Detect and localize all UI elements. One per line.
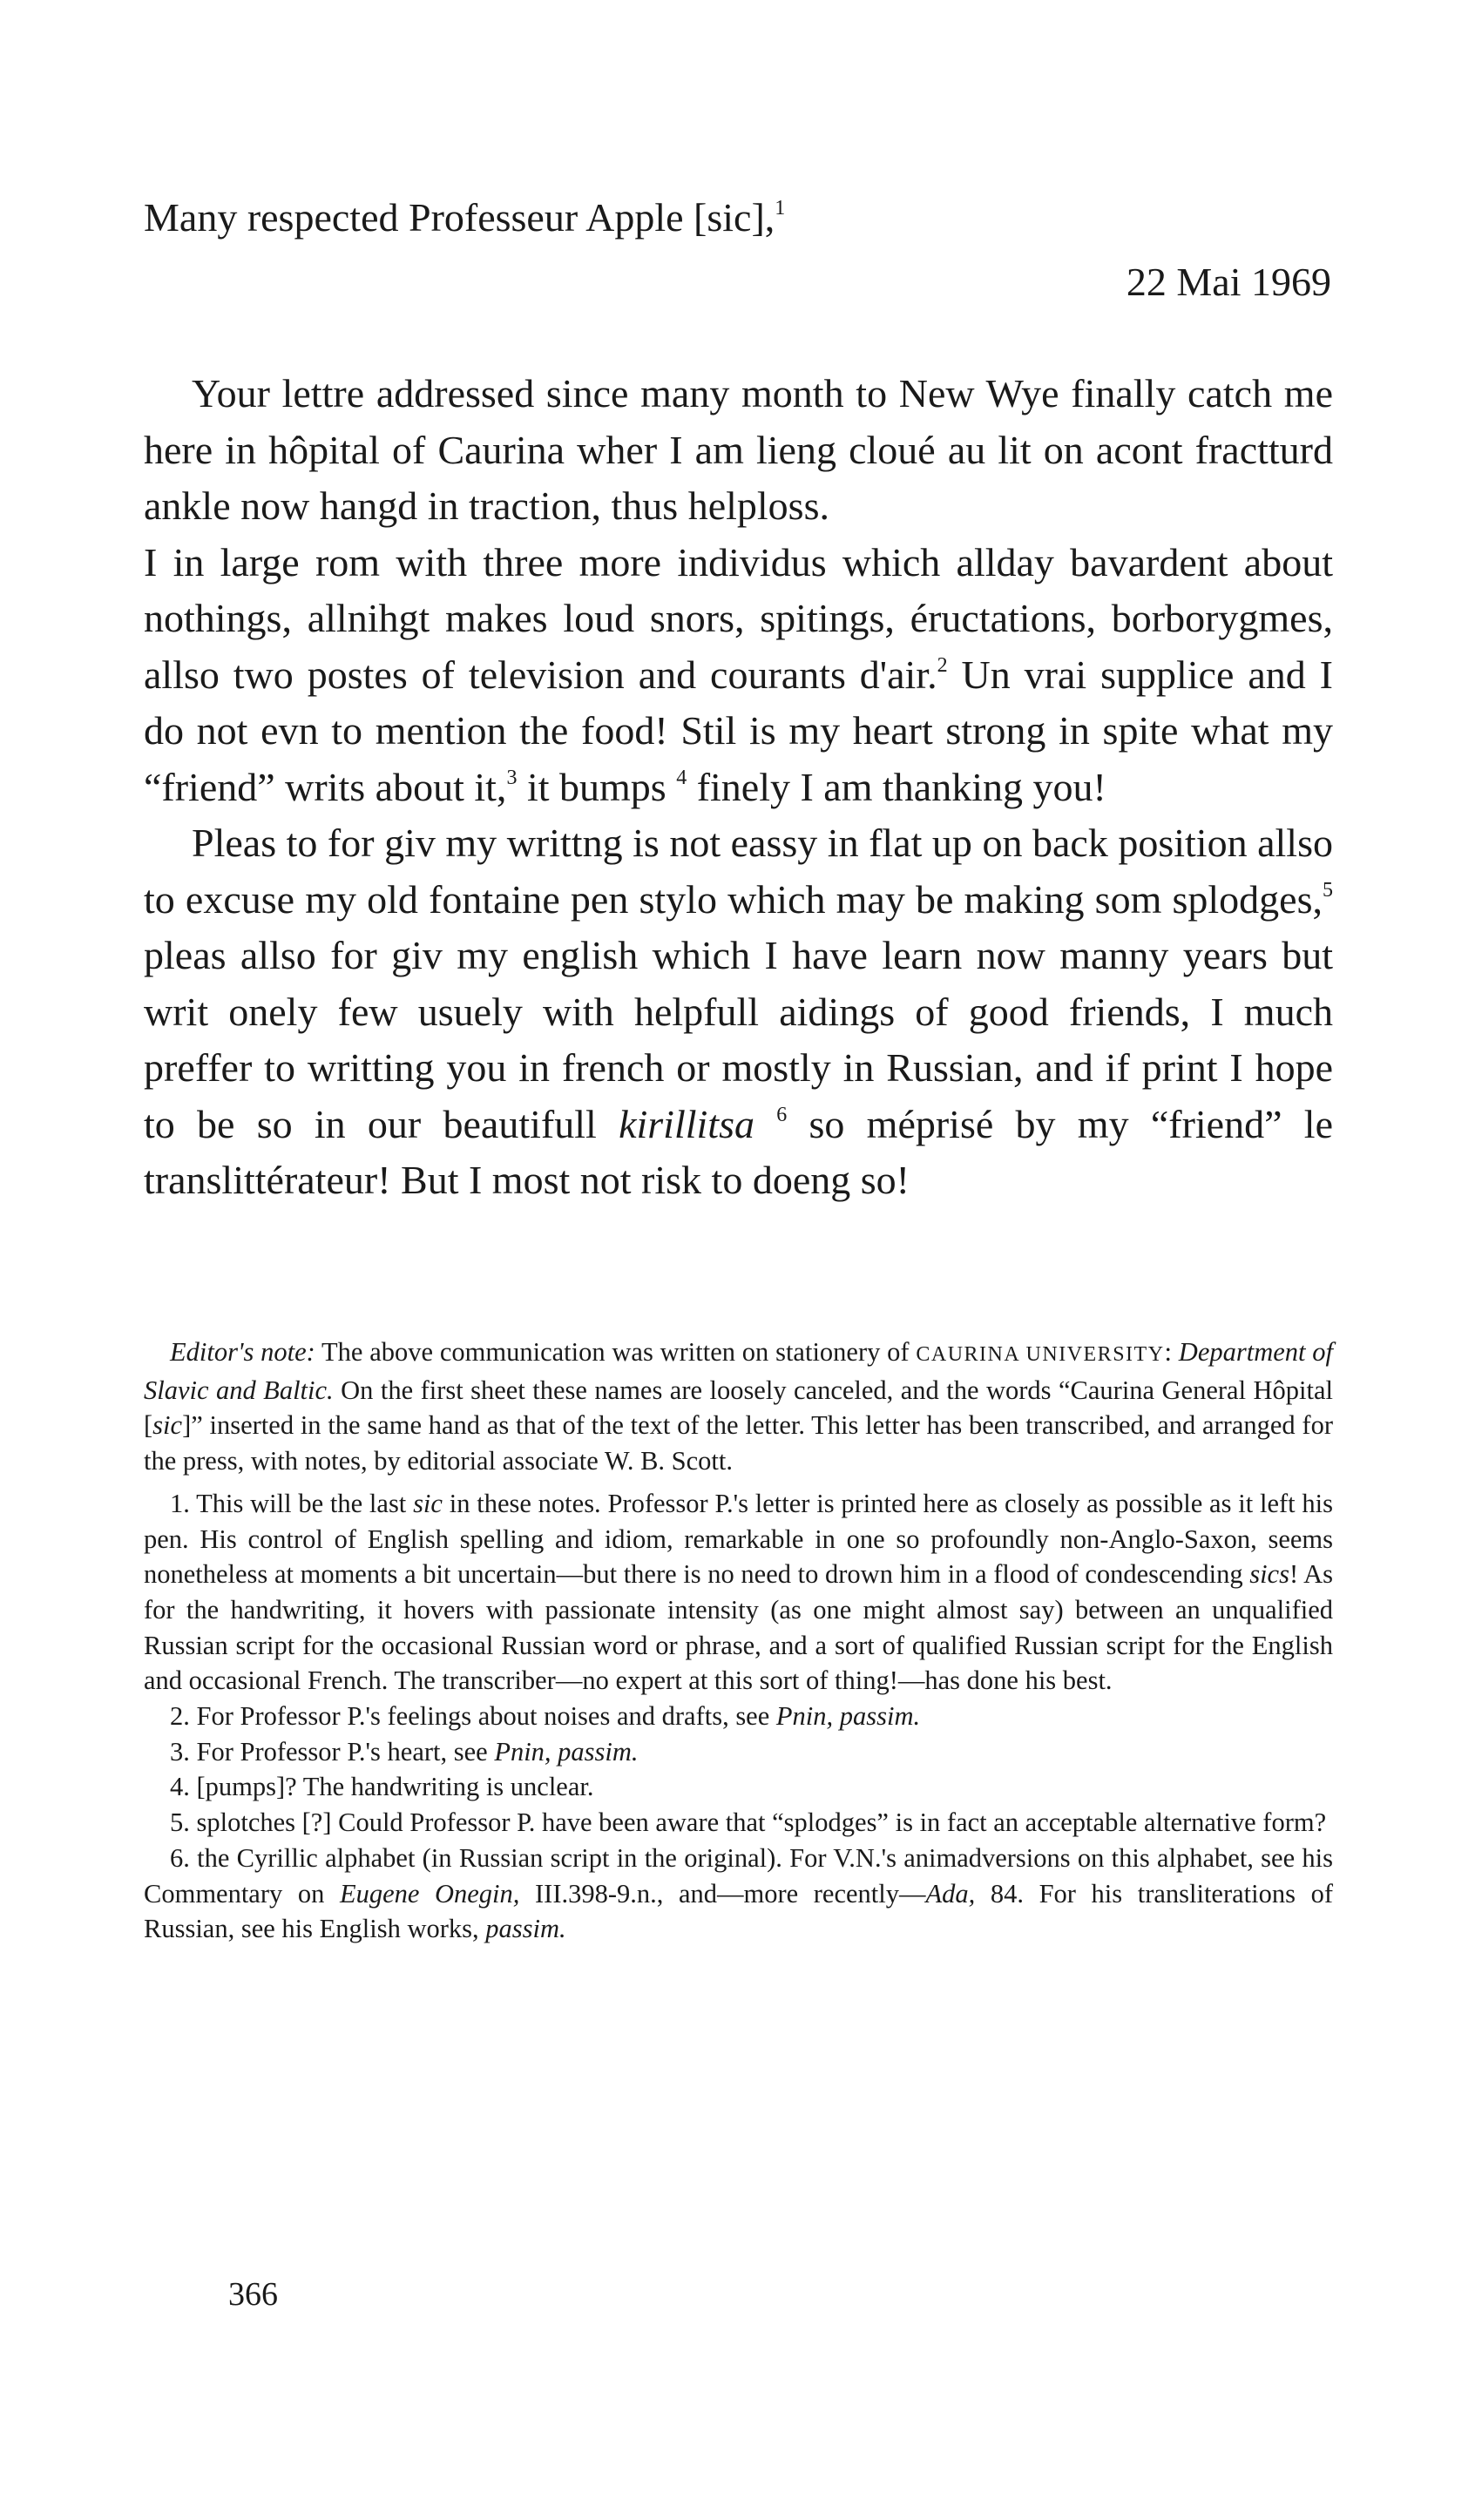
footnote-ref-6: 6 bbox=[776, 1103, 788, 1126]
letter-p1-part-d: it bumps bbox=[517, 764, 666, 809]
page-number: 366 bbox=[228, 2276, 278, 2313]
letter-date: 22 Mai 1969 bbox=[1126, 260, 1331, 304]
letter-paragraph-1-continued bbox=[144, 535, 1333, 816]
footnote-1-sics: sics bbox=[1249, 1559, 1289, 1590]
footnote-2-italic: Pnin, passim. bbox=[775, 1701, 921, 1732]
letter-p2-part-c: so méprisé by my “friend” le translittérateur! But I most not risk to doeng so! bbox=[144, 1101, 1333, 1202]
editor-note-text-4: ]” inserted in the same hand as that of the text of the letter. This letter has been transcribed, and arranged for the press, with notes, by editorial associate W. B. Scott. bbox=[144, 1410, 1333, 1476]
letter-salutation bbox=[144, 193, 785, 241]
footnote-6 bbox=[144, 1841, 1333, 1947]
editor-note bbox=[144, 1334, 1333, 1479]
letter-paragraph-1 bbox=[144, 366, 1333, 535]
footnote-5 bbox=[144, 1805, 1333, 1841]
kirillitsa-word: kirillitsa bbox=[619, 1101, 754, 1146]
letter-p1-part-c: Un vrai supplice and I do not evn to mention the food! Stil is my heart strong in spite what my “friend” writs about it, bbox=[144, 652, 1333, 809]
footnote-4 bbox=[144, 1769, 1333, 1805]
footnote-1 bbox=[144, 1486, 1333, 1699]
footnote-6-text-c: 84. For his transliterations of Russian, see his English works, bbox=[144, 1878, 1333, 1944]
salutation-text: Many respected Professeur Apple [sic], bbox=[144, 195, 775, 240]
footnote-6-eugene-onegin: Eugene Onegin, bbox=[339, 1878, 520, 1909]
letter-p1-part-a: Your lettre addressed since many month to New Wye finally catch me here in hôpital of Caurina wher I am lieng cloué au lit on acont fractturd ankle now hangd in traction, thus helploss. bbox=[144, 371, 1333, 528]
footnote-ref-1: 1 bbox=[775, 197, 786, 220]
footnote-2 bbox=[144, 1699, 1333, 1734]
footnote-6-text-b: III.398-9.n., and—more recently— bbox=[519, 1878, 926, 1909]
editor-note-text-1: The above communication was written on stationery of bbox=[315, 1337, 917, 1367]
editor-note-label: Editor's note: bbox=[170, 1337, 315, 1367]
editor-note-text-3: On the first sheet these names are loosely canceled, and the words “Caurina General Hôpital [ bbox=[144, 1375, 1333, 1441]
department-name: Department of Slavic and Baltic. bbox=[144, 1337, 1334, 1405]
editor-note-text-2: : bbox=[1164, 1337, 1179, 1367]
letter-p1-part-e: finely I am thanking you! bbox=[687, 764, 1106, 809]
footnote-1-text-c: ! As for the handwriting, it hovers with passionate intensity (as one might almost say) between an unqualified Russian script for the occasional Russian word or phrase, and a sort of qualified Russian script for the English and occasional French. The transcriber—no expert at this sort of thing!—has done his best. bbox=[144, 1559, 1333, 1696]
footnote-6-text-a: 6. the Cyrillic alphabet (in Russian script in the original). For V.N.'s animadversions on this alphabet, see his Commentary on bbox=[144, 1842, 1333, 1909]
footnote-6-ada: Ada, bbox=[925, 1878, 976, 1909]
footnote-ref-3: 3 bbox=[506, 766, 518, 789]
footnote-1-sic: sic bbox=[413, 1488, 443, 1518]
footnote-1-text-b: in these notes. Professor P.'s letter is printed here as closely as possible as it left his pen. His control of English spelling and idiom, remarkable in one so profoundly non-Anglo-Saxon, seems nonetheless at moments a bit uncertain—but there is no need to drown him in a flood of condescending bbox=[144, 1488, 1333, 1590]
notes-section bbox=[144, 1334, 1333, 1947]
letter-p1-part-b: I in large rom with three more individus which allday bavardent about nothings, allnihgt makes loud snors, spitings, éructations, borborygmes, allso two postes of television and courants d'air. bbox=[144, 539, 1333, 697]
footnote-6-passim: passim. bbox=[485, 1914, 566, 1944]
letter-paragraph-2 bbox=[144, 815, 1333, 1209]
footnote-2-text: 2. For Professor P.'s feelings about noises and drafts, see bbox=[170, 1701, 776, 1732]
letter-p2-part-b: pleas allso for giv my english which I have learn now manny years but writ onely few usuely with helpfull aidings of good friends, I much preffer to writting you in french or mostly in Russian, and if print I hope to be so in our beautifull bbox=[144, 933, 1333, 1146]
footnote-3 bbox=[144, 1734, 1333, 1770]
letter-body bbox=[144, 366, 1333, 1209]
footnote-ref-5: 5 bbox=[1323, 878, 1333, 902]
university-name: CAURINA UNIVERSITY bbox=[916, 1343, 1165, 1366]
footnote-3-italic: Pnin, passim. bbox=[494, 1736, 639, 1767]
footnote-ref-4: 4 bbox=[676, 766, 687, 789]
footnote-3-text: 3. For Professor P.'s heart, see bbox=[170, 1736, 495, 1767]
footnote-4-text: 4. [pumps]? The handwriting is unclear. bbox=[170, 1772, 594, 1802]
editor-note-sic: sic bbox=[152, 1410, 183, 1441]
footnote-1-text-a: 1. This will be the last bbox=[170, 1488, 414, 1518]
footnote-5-text: 5. splotches [?] Could Professor P. have been aware that “splodges” is in fact an acceptable alternative form? bbox=[170, 1807, 1327, 1838]
footnote-ref-2: 2 bbox=[937, 653, 948, 677]
letter-p2-part-a: Pleas to for giv my writtng is not eassy in flat up on back position allso to excuse my old fontaine pen stylo which may be making som splodges, bbox=[144, 821, 1333, 922]
